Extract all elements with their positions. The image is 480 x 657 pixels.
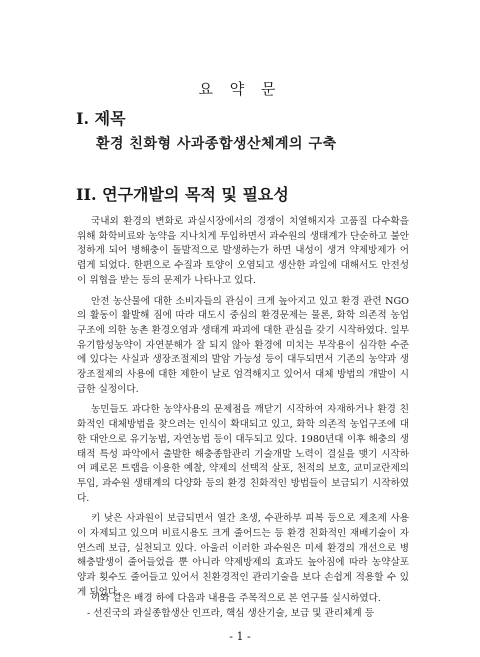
section1-heading: I. 제목: [76, 109, 126, 128]
page-title: 요 약 문: [198, 80, 282, 98]
paragraph: 안전 농산물에 대한 소비자들의 관심이 크게 높아지고 있고 환경 관련 NGO의 활동이 활발해 짐에 따라 대도시 중심의 환경문제는 물론, 화학 의존적 농업구조에 의한 농촌 환경오염과 생태계 파괴에 대한 관심을 갖기 시작하였다. 일부 유기합성농약이 자연분해가 잘 되지 않아 환경에 미치는 부작용이 심각한 수준에 있다는 사실과 생장조절제의 발암 가능성 등이 대두되면서 기존의 농약과 생장조절제의 사용에 대한 제한이 날로 엄격해지고 있어서 대체 방법의 개발이 시급한 실정이다.: [77, 295, 409, 395]
section2-heading: II. 연구개발의 목적 및 필요성: [76, 185, 289, 204]
tail-bullet-line: - 선진국의 과실종합생산 인프라, 핵심 생산기술, 보급 및 관리체계 등: [87, 607, 375, 619]
section2-body: [77, 215, 409, 607]
section1-subtitle: 환경 친화형 사과종합생산체계의 구축: [96, 136, 337, 152]
page-number: - 1 -: [229, 630, 251, 643]
paragraph: 농민들도 과다한 농약사용의 문제점을 깨닫기 시작하여 자재하거나 환경 친화적인 대체방법을 찾으려는 인식이 확대되고 있고, 화학 의존적 농업구조에 대한 대안으로 유기농법, 자연농법 등이 대두되고 있다. 1980년대 이후 해충의 생태적 특성 파악에서 출발한 해충종합관리 기술개발 노력이 결실을 맺기 시작하여 페로몬 트랩을 이용한 예찰, 약제의 선택적 살포, 천적의 보호, 교미교란제의 투입, 과수원 생태계의 다양화 등의 환경 친화적인 방법들이 보급되기 시작하였다.: [77, 404, 409, 504]
section2-tail: [77, 592, 409, 621]
paragraph: 키 낮은 사과원이 보급되면서 열간 초생, 수관하부 피복 등으로 제초제 사용이 자제되고 있으며 비료시용도 크게 줄어드는 등 환경 친화적인 재배기술이 자연스레 보급, 실천되고 있다. 아울러 이러한 과수원은 미세 환경의 개선으로 병해충발생이 줄어들었을 뿐 아니라 약제방제의 효과도 높아짐에 따라 농약살포 양과 횟수도 줄어들고 있어서 친환경적인 관리기술을 보다 손쉽게 적용할 수 있게 되었다.: [77, 513, 409, 598]
tail-intro-line: 이와 같은 배경 하에 다음과 내용을 주목적으로 본 연구를 실시하였다.: [91, 593, 381, 604]
paragraph: 국내외 환경의 변화로 과실시장에서의 경쟁이 치열해지자 고품질 다수확을 위해 화학비료와 농약을 지나치게 투입하면서 과수원의 생태계가 단순하고 불안정하게 되어 병해충이 돌발적으로 발생하는가 하면 내성이 생겨 약제방제가 어렵게 되었다. 한편으로 수질과 토양이 오염되고 생산한 과일에 대해서도 안전성이 위협을 받는 등의 문제가 나타나고 있다.: [77, 216, 409, 286]
